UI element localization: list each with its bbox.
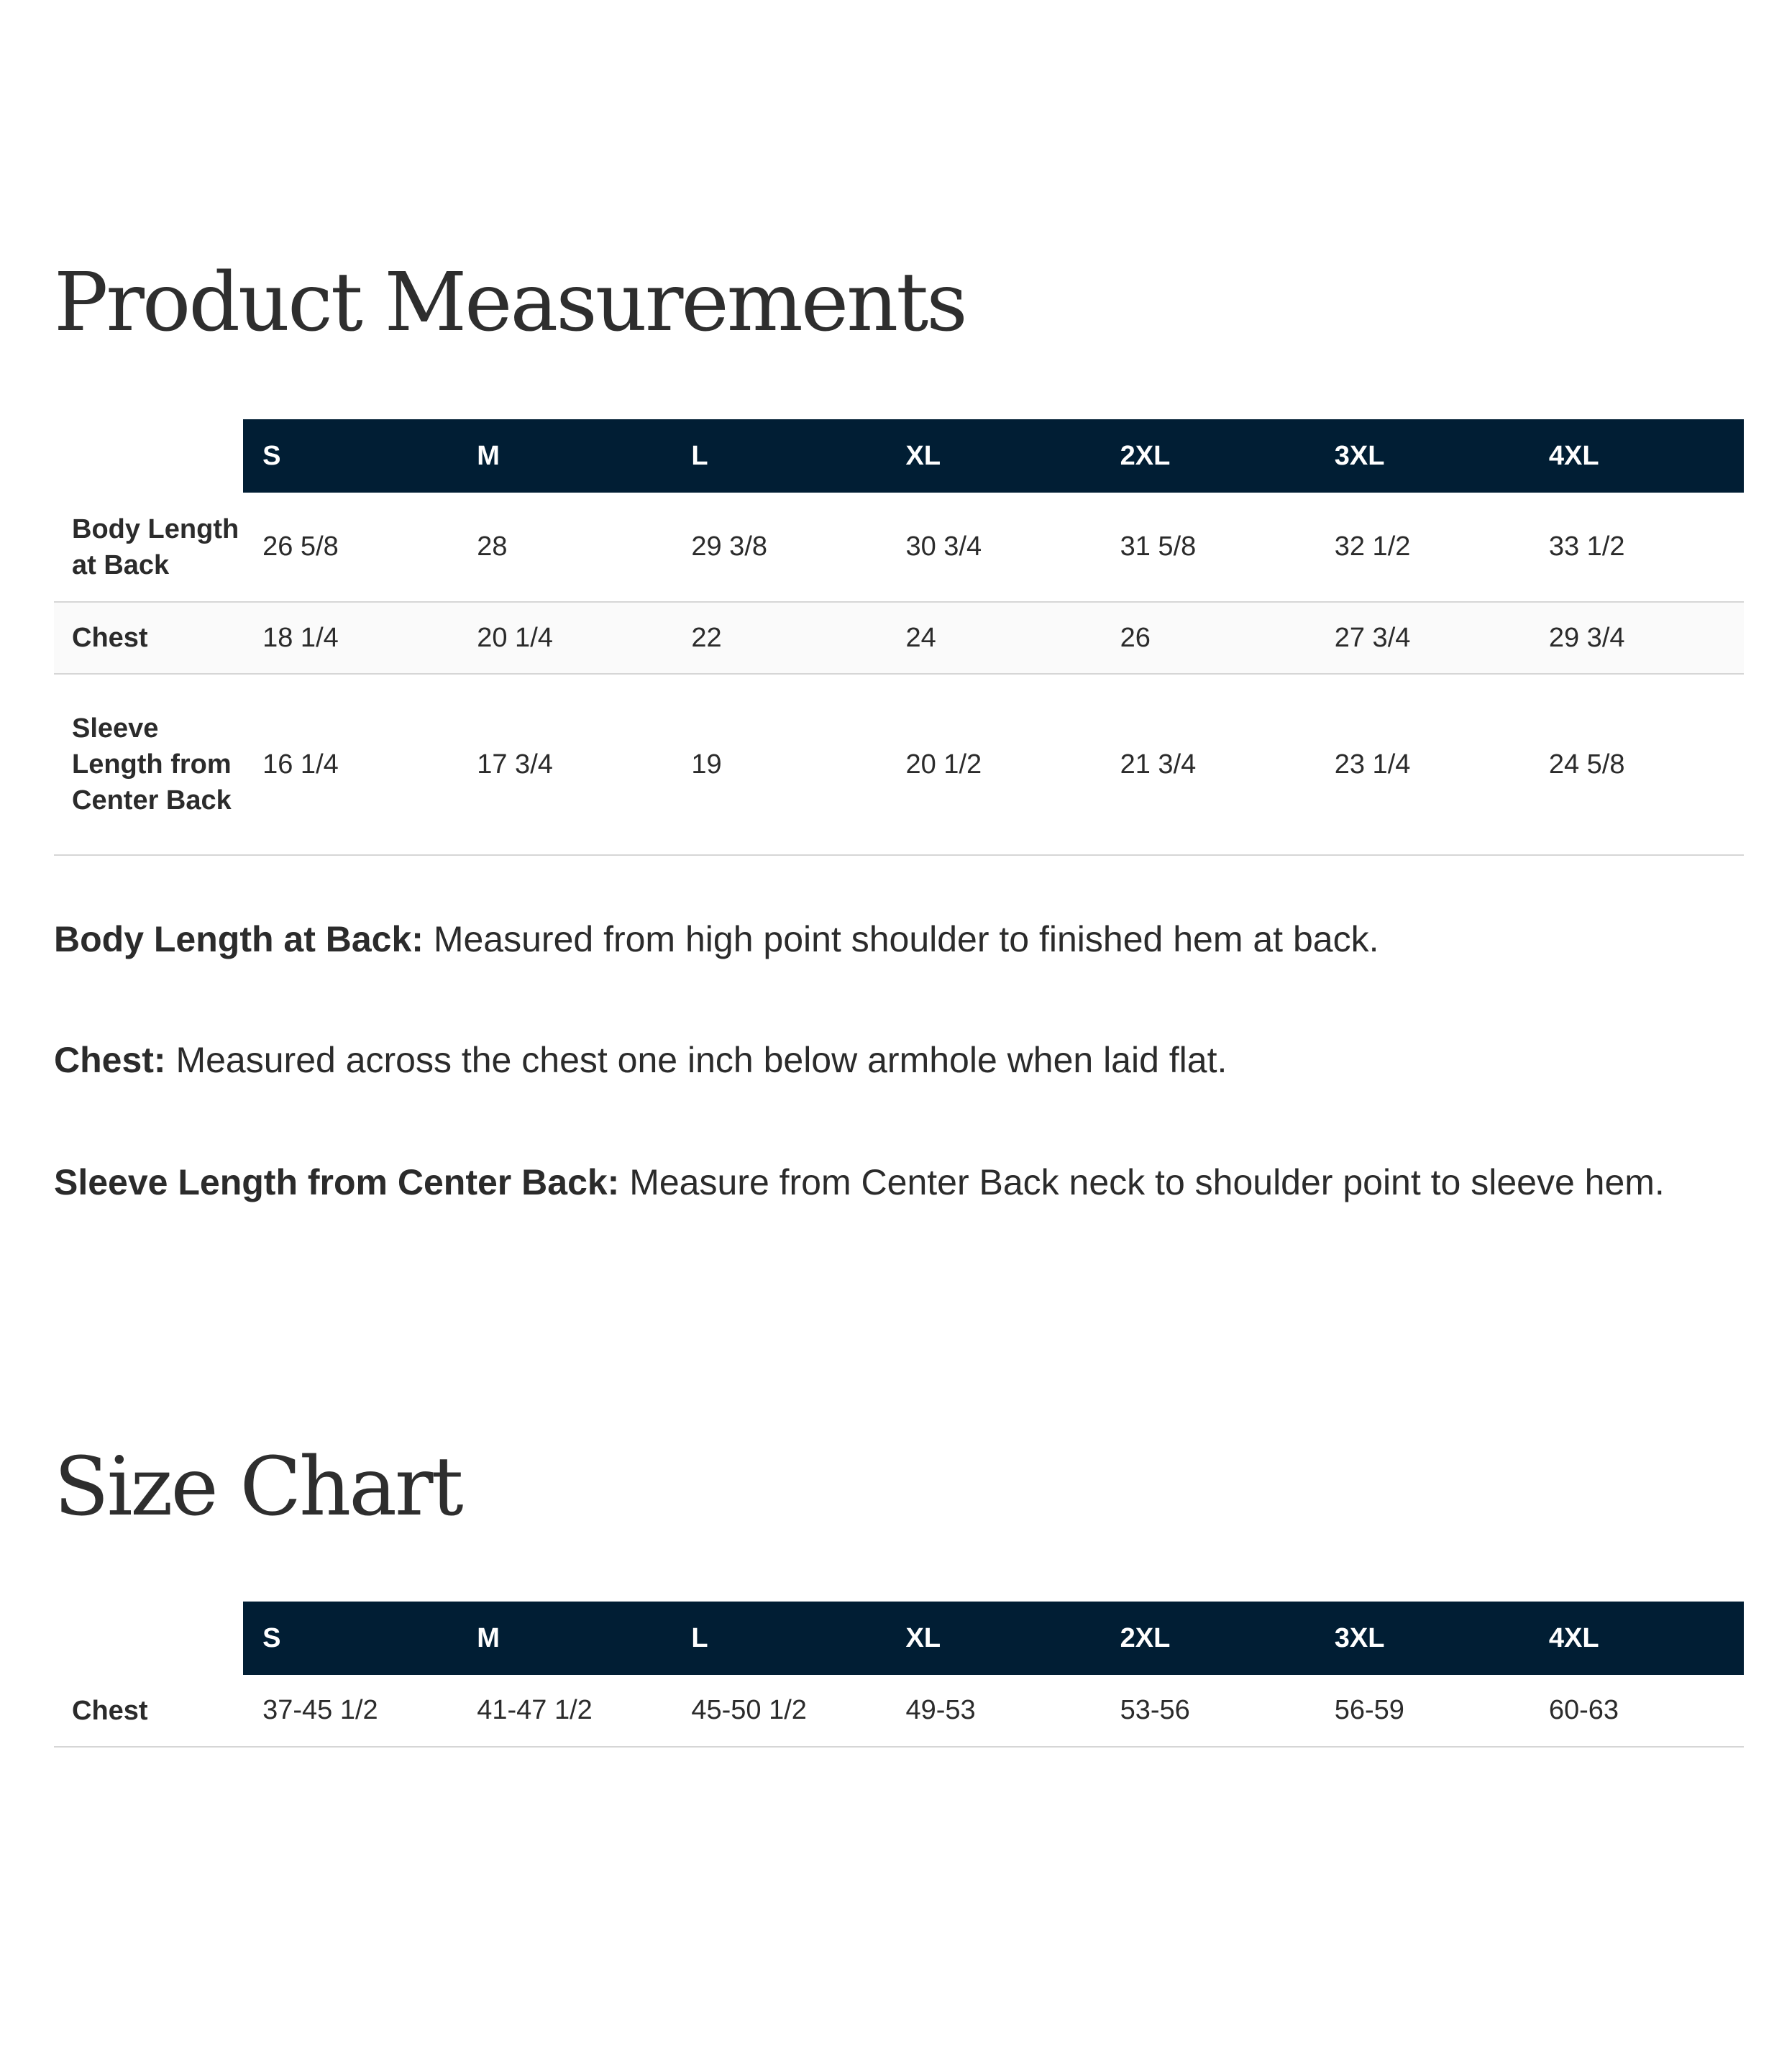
table-cell: 31 5/8 <box>1120 531 1197 562</box>
table-cell: 26 5/8 <box>262 531 339 562</box>
row-label: Body Length at Back <box>72 513 239 580</box>
table-cell: 27 3/4 <box>1334 622 1411 653</box>
column-header: S <box>243 419 457 493</box>
table-cell: 29 3/4 <box>1548 622 1625 653</box>
table-cell: 23 1/4 <box>1334 749 1411 780</box>
table-cell: 20 1/4 <box>477 622 553 653</box>
definition-term: Sleeve Length from Center Back: <box>54 1162 620 1202</box>
table-cell: 20 1/2 <box>905 749 982 780</box>
table-cell: 21 3/4 <box>1120 749 1197 780</box>
measurement-definition <box>54 1155 1708 1210</box>
table-cell: 18 1/4 <box>262 622 339 653</box>
table-cell: 41-47 1/2 <box>477 1695 593 1725</box>
table-cell: 49-53 <box>905 1695 976 1725</box>
table-cell: 24 <box>905 622 936 653</box>
product-measurements-table <box>54 419 1744 856</box>
table-cell: 37-45 1/2 <box>262 1695 378 1725</box>
column-header: XL <box>886 419 1100 493</box>
column-header: 2XL <box>1101 419 1315 493</box>
column-header: M <box>457 1602 672 1675</box>
table-cell: 19 <box>691 749 722 780</box>
table-row <box>54 1675 1744 1747</box>
table-cell: 24 5/8 <box>1548 749 1625 780</box>
column-header: XL <box>886 1602 1100 1675</box>
table-cell: 29 3/8 <box>691 531 768 562</box>
measurement-definition <box>54 912 1708 967</box>
table-cell: 17 3/4 <box>477 749 553 780</box>
table-cell: 30 3/4 <box>905 531 982 562</box>
column-header: L <box>672 419 886 493</box>
column-header: 2XL <box>1101 1602 1315 1675</box>
definition-text: Measured from high point shoulder to finished hem at back. <box>423 919 1379 959</box>
table-cell: 53-56 <box>1120 1695 1190 1725</box>
size-chart-title: Size Chart <box>54 1440 462 1534</box>
measurement-definition <box>54 1033 1708 1087</box>
column-header: S <box>243 1602 457 1675</box>
column-header: 4XL <box>1530 419 1744 493</box>
column-header: 3XL <box>1315 1602 1530 1675</box>
table-header-row <box>54 419 1744 493</box>
table-cell: 45-50 1/2 <box>691 1695 807 1725</box>
row-label: Chest <box>72 623 148 653</box>
definition-text: Measured across the chest one inch below armhole when laid flat. <box>165 1040 1228 1080</box>
table-header-row <box>54 1602 1744 1675</box>
row-label: Chest <box>72 1695 148 1726</box>
table-cell: 16 1/4 <box>262 749 339 780</box>
table-cell: 60-63 <box>1548 1695 1619 1725</box>
row-label: Sleeve Length from Center Back <box>72 713 232 816</box>
table-cell: 26 <box>1120 622 1151 653</box>
table-row <box>54 602 1744 674</box>
table-cell: 32 1/2 <box>1334 531 1411 562</box>
column-header: M <box>457 419 672 493</box>
table-cell: 56-59 <box>1334 1695 1404 1725</box>
column-header: 4XL <box>1530 1602 1744 1675</box>
column-header: 3XL <box>1315 419 1530 493</box>
column-header: L <box>672 1602 886 1675</box>
definition-text: Measure from Center Back neck to shoulder point to sleeve hem. <box>619 1162 1665 1202</box>
header-corner-cell <box>54 419 243 493</box>
definition-term: Chest: <box>54 1040 166 1080</box>
product-measurements-title: Product Measurements <box>54 256 966 350</box>
table-cell: 28 <box>477 531 508 562</box>
size-chart-table <box>54 1602 1744 1748</box>
table-row <box>54 674 1744 855</box>
definition-term: Body Length at Back: <box>54 919 424 959</box>
table-cell: 22 <box>691 622 722 653</box>
header-corner-cell <box>54 1602 243 1675</box>
table-cell: 33 1/2 <box>1548 531 1625 562</box>
table-row <box>54 493 1744 602</box>
